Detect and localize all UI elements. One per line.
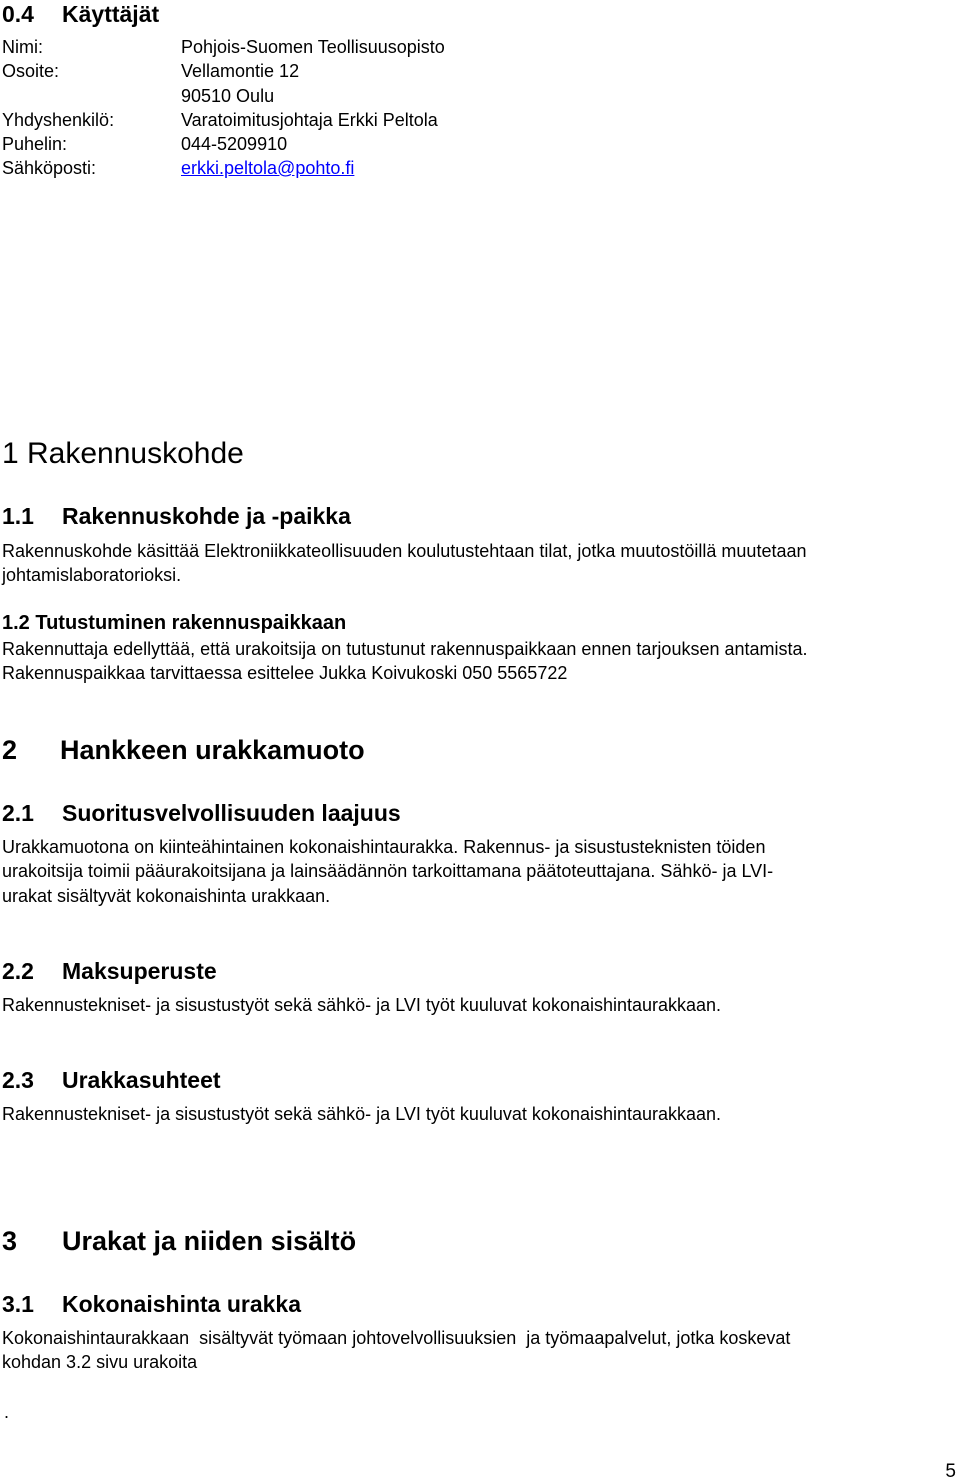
contact-row [2,59,299,83]
paragraph-line: Rakennuskohde käsittää Elektroniikkateollisuuden koulutustehtaan tilat, jotka muutostöillä muutetaan [2,541,807,561]
heading-title: Urakat ja niiden sisältö [62,1226,357,1256]
stray-mark: . [4,1402,10,1422]
contact-label: Yhdyshenkilö: [2,110,115,130]
heading-number: 3 [2,1226,18,1256]
contact-label: Puhelin: [2,134,68,154]
contact-value: 90510 Oulu [181,86,275,106]
paragraph-line: Rakennustekniset- ja sisustustyöt sekä sähkö- ja LVI työt kuuluvat kokonaishintaurakkaan. [2,1104,722,1124]
heading-number: 2.1 [2,800,34,826]
heading-2-3 [2,1067,221,1094]
contact-row [2,132,287,156]
paragraph-line: Rakennuttaja edellyttää, että urakoitsija on tutustunut rakennuspaikkaan ennen tarjouksen antamista. [2,639,808,659]
heading-number: 2.2 [2,958,34,984]
heading-number: 2 [2,735,18,765]
heading-title: Hankkeen urakkamuoto [60,735,365,765]
heading-1-2: 1.2 Tutustuminen rakennuspaikkaan [2,612,347,634]
contact-row [2,35,445,59]
contact-row [2,84,274,108]
contact-row [2,156,354,180]
contact-value: Pohjois-Suomen Teollisuusopisto [181,37,445,57]
contact-value: Vellamontie 12 [181,61,300,81]
heading-title: Urakkasuhteet [62,1067,221,1093]
paragraph-line: Kokonaishintaurakkaan sisältyvät työmaan johtovelvollisuuksien ja työmaapalvelut, jotka koskevat [2,1328,791,1348]
paragraph-line: kohdan 3.2 sivu urakoita [2,1352,198,1372]
contact-label: Nimi: [2,37,43,57]
heading-title: Rakennuskohde ja -paikka [62,503,351,529]
heading-2-1 [2,800,401,827]
heading-title: Kokonaishinta urakka [62,1291,302,1317]
page-number: 5 [945,1461,956,1482]
paragraph-line: johtamislaboratorioksi. [2,565,182,585]
contact-label: Osoite: [2,61,60,81]
heading-number: 3.1 [2,1291,34,1317]
heading-1: 1 Rakennuskohde [2,437,244,470]
heading-number: 2.3 [2,1067,34,1093]
heading-number: 1.1 [2,503,34,529]
heading-2-2 [2,958,217,985]
contact-value: Varatoimitusjohtaja Erkki Peltola [181,110,438,130]
heading-title: Suoritusvelvollisuuden laajuus [62,800,401,826]
contact-row [2,108,438,132]
heading-1-1 [2,503,351,530]
heading-3 [2,1226,356,1257]
heading-title: Käyttäjät [62,1,160,27]
email-link[interactable]: erkki.peltola@pohto.fi [181,158,355,178]
heading-2 [2,735,365,766]
contact-value: 044-5209910 [181,134,288,154]
heading-3-1 [2,1291,301,1318]
paragraph-line: Rakennustekniset- ja sisustustyöt sekä sähkö- ja LVI työt kuuluvat kokonaishintaurakkaan. [2,995,722,1015]
paragraph-line: urakoitsija toimii pääurakoitsijana ja lainsäädännön tarkoittamana päätoteuttajana. Sähkö- ja LVI- [2,861,774,881]
paragraph-line: urakat sisältyvät kokonaishinta urakkaan. [2,886,331,906]
contact-label: Sähköposti: [2,158,97,178]
heading-number: 0.4 [2,1,34,27]
heading-0-4 [2,1,159,28]
paragraph-line: Rakennuspaikkaa tarvittaessa esittelee Jukka Koivukoski 050 5565722 [2,663,568,683]
paragraph-line: Urakkamuotona on kiinteähintainen kokonaishintaurakka. Rakennus- ja sisustusteknisten töiden [2,837,766,857]
heading-title: Maksuperuste [62,958,217,984]
